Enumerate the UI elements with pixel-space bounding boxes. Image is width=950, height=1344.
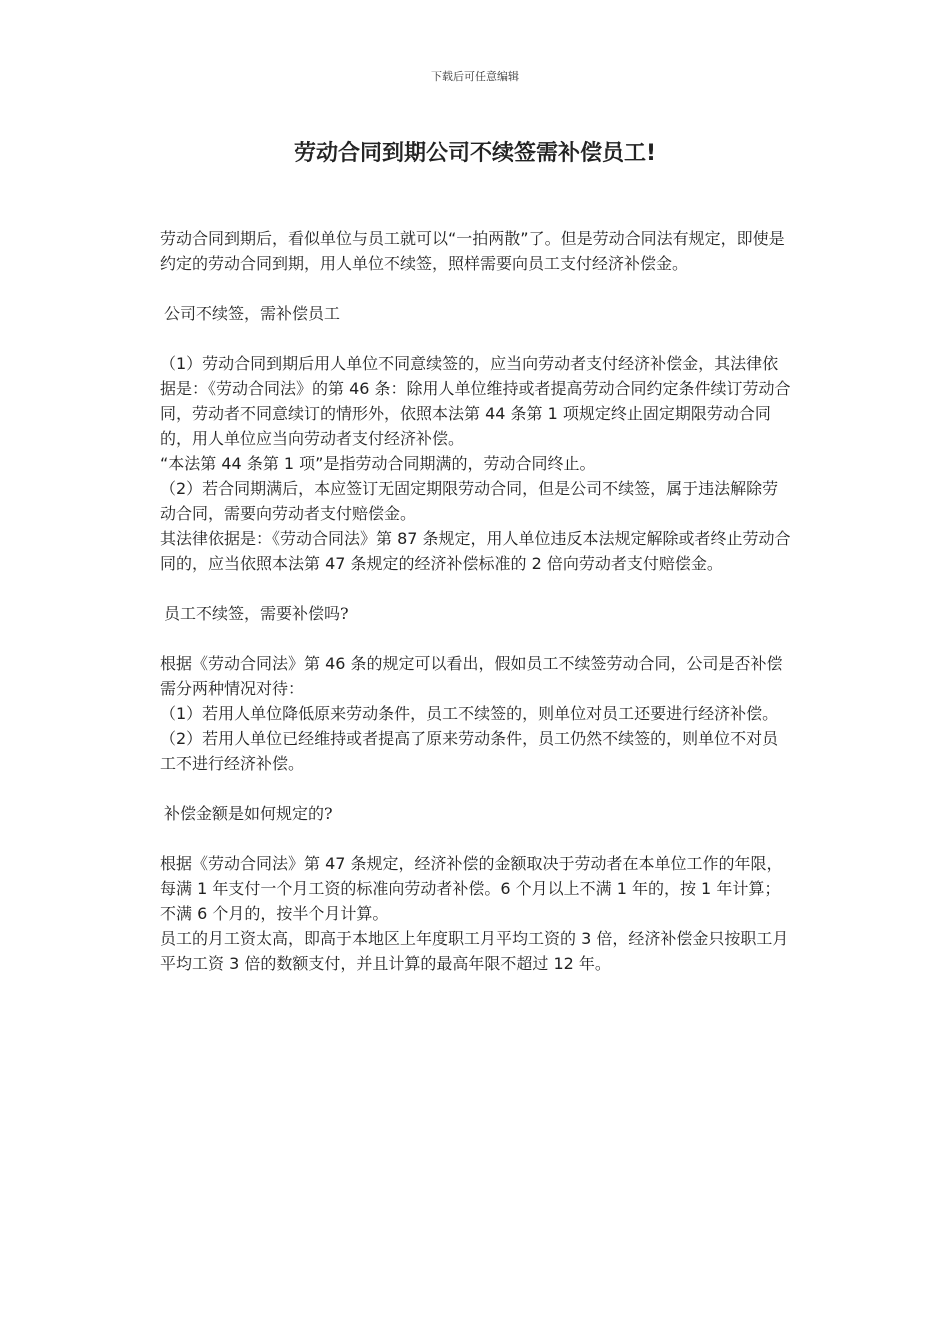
spacer — [160, 626, 792, 651]
spacer — [160, 276, 792, 301]
document-body — [160, 226, 792, 976]
section-heading-employee-not-renewing: 员工不续签，需要补偿吗? — [164, 604, 349, 623]
intro-paragraph: 劳动合同到期后，看似单位与员工就可以“一拍两散”了。但是劳动合同法有规定，即使是约定的劳动合同到期，用人单位不续签，照样需要向员工支付经济补偿金。 — [160, 229, 785, 273]
section2-paragraph: （2）若用人单位已经维持或者提高了原来劳动条件，员工仍然不续签的，则单位不对员工不进行经济补偿。 — [160, 729, 779, 773]
spacer — [160, 576, 792, 601]
section3-paragraph: 员工的月工资太高，即高于本地区上年度职工月平均工资的 3 倍，经济补偿金只按职工月平均工资 3 倍的数额支付，并且计算的最高年限不超过 12 年。 — [160, 929, 789, 973]
header-note: 下载后可任意编辑 — [431, 70, 519, 83]
page-title: 劳动合同到期公司不续签需补偿员工! — [293, 141, 657, 166]
section1-paragraph: 其法律依据是：《劳动合同法》第 87 条规定，用人单位违反本法规定解除或者终止劳动合同的，应当依照本法第 47 条规定的经济补偿标准的 2 倍向劳动者支付赔偿金。 — [160, 529, 791, 573]
section1-paragraph: （1）劳动合同到期后用人单位不同意续签的，应当向劳动者支付经济补偿金，其法律依据是：《劳动合同法》的第 46 条：除用人单位维持或者提高劳动合同约定条件续订劳动合同，劳动者不同意续订的情形外，依照本法第 44 条第 1 项规定终止固定期限劳动合同的，用人单位应当向劳动者支付经济补偿。 — [160, 354, 791, 448]
section1-paragraph: （2）若合同期满后，本应签订无固定期限劳动合同，但是公司不续签，属于违法解除劳动合同，需要向劳动者支付赔偿金。 — [160, 479, 779, 523]
spacer — [160, 326, 792, 351]
section-heading-compensation-amount: 补偿金额是如何规定的? — [164, 804, 333, 823]
section2-paragraph: （1）若用人单位降低原来劳动条件，员工不续签的，则单位对员工还要进行经济补偿。 — [160, 704, 779, 723]
section1-paragraph: “本法第 44 条第 1 项”是指劳动合同期满的，劳动合同终止。 — [160, 454, 596, 473]
spacer — [160, 826, 792, 851]
section3-paragraph: 根据《劳动合同法》第 47 条规定，经济补偿的金额取决于劳动者在本单位工作的年限，每满 1 年支付一个月工资的标准向劳动者补偿。6 个月以上不满 1 年的，按 1 年计算；不满 6 个月的，按半个月计算。 — [160, 854, 783, 923]
section2-paragraph: 根据《劳动合同法》第 46 条的规定可以看出，假如员工不续签劳动合同，公司是否补偿需分两种情况对待： — [160, 654, 783, 698]
spacer — [160, 776, 792, 801]
section-heading-company-not-renewing: 公司不续签，需补偿员工 — [164, 304, 341, 323]
